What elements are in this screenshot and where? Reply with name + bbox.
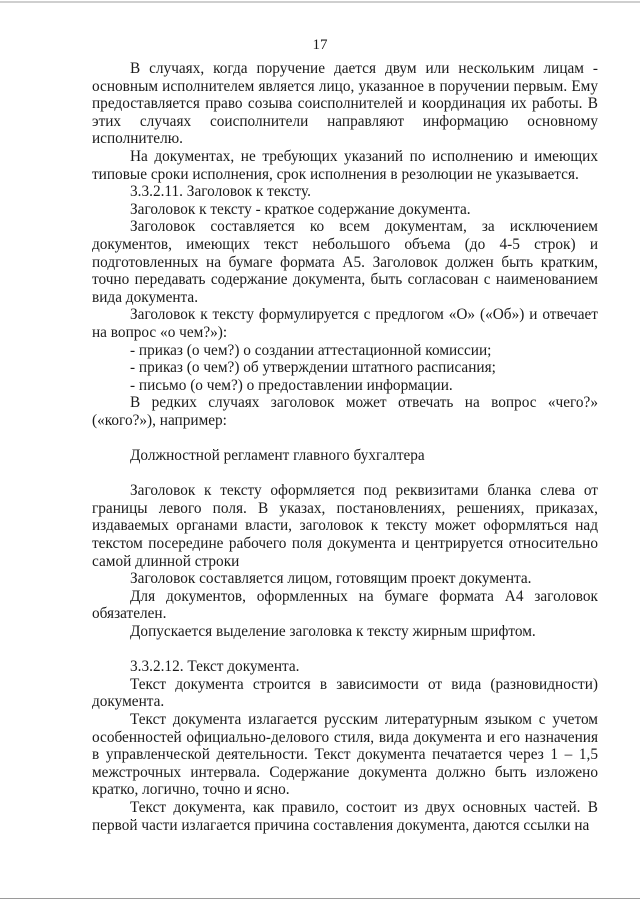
paragraph: Заголовок составляется лицом, готовящим проект документа. xyxy=(130,570,532,588)
list-item: - приказ (о чем?) о создании аттестационной комиссии; xyxy=(130,341,492,359)
example-title: Должностной регламент главного бухгалтера xyxy=(130,447,425,465)
scan-top-edge xyxy=(0,1,640,3)
blank-line xyxy=(92,641,598,659)
page-number: 17 xyxy=(312,37,328,53)
list-item: - приказ (о чем?) об утверждении штатного расписания; xyxy=(130,359,496,377)
list-item: - письмо (о чем?) о предоставлении информации. xyxy=(130,376,453,394)
paragraph: Текст документа излагается русским литературным языком с учетом особенностей официально-делового стиля, вида документа и его назначения в управленческой деятельности. Текст документа печатается через 1 – 1,5 межстрочных интервала. Содержание документа должно быть изложено кратко, логично, точно и ясно. xyxy=(92,710,598,799)
paragraph: Текст документа строится в зависимости от вида (разновидности) документа. xyxy=(92,675,598,711)
paragraph: Заголовок к тексту - краткое содержание документа. xyxy=(130,200,471,218)
paragraph: Допускается выделение заголовка к тексту жирным шрифтом. xyxy=(130,623,536,640)
document-body xyxy=(92,60,598,834)
paragraph: В случаях, когда поручение дается двум или нескольким лицам - основным исполнителем является лицо, указанное в поручении первым. Ему предоставляется право созыва соисполнителей и координация их работы. В этих случаях соисполнители направляют информацию основному исполнителю. xyxy=(92,60,598,148)
paragraph: Текст документа, как правило, состоит из двух основных частей. В первой части излагается причина составления документа, даются ссылки на xyxy=(92,798,598,834)
paragraph: Заголовок к тексту оформляется под реквизитами бланка слева от границы левого поля. В указах, постановлениях, решениях, приказах, издаваемых органами власти, заголовок к тексту может оформляться над текстом посередине рабочего поля документа и центрируется относительно самой длинной строки xyxy=(92,482,598,570)
section-heading: 3.3.2.12. Текст документа. xyxy=(130,658,300,676)
paragraph: Заголовок к тексту формулируется с предлогом «О» («Об») и отвечает на вопрос «о чем?»): xyxy=(92,306,598,341)
paragraph: На документах, не требующих указаний по исполнению и имеющих типовые сроки исполнения, срок исполнения в резолюции не указывается. xyxy=(92,147,598,183)
paragraph: Для документов, оформленных на бумаге формата А4 заголовок обязателен. xyxy=(92,587,598,623)
paragraph: Заголовок составляется ко всем документам, за исключением документов, имеющих текст небольшого объема (до 4-5 строк) и подготовленных на бумаге формата А5. Заголовок должен быть кратким, точно передавать содержание документа, быть согласован с наименованием вида документа. xyxy=(92,218,598,306)
section-heading: 3.3.2.11. Заголовок к тексту. xyxy=(130,183,311,201)
scan-bottom-edge xyxy=(0,898,640,899)
blank-line xyxy=(92,429,598,447)
blank-line xyxy=(92,465,598,483)
paragraph: В редких случаях заголовок может отвечать на вопрос «чего?» («кого?»), например: xyxy=(92,394,598,429)
